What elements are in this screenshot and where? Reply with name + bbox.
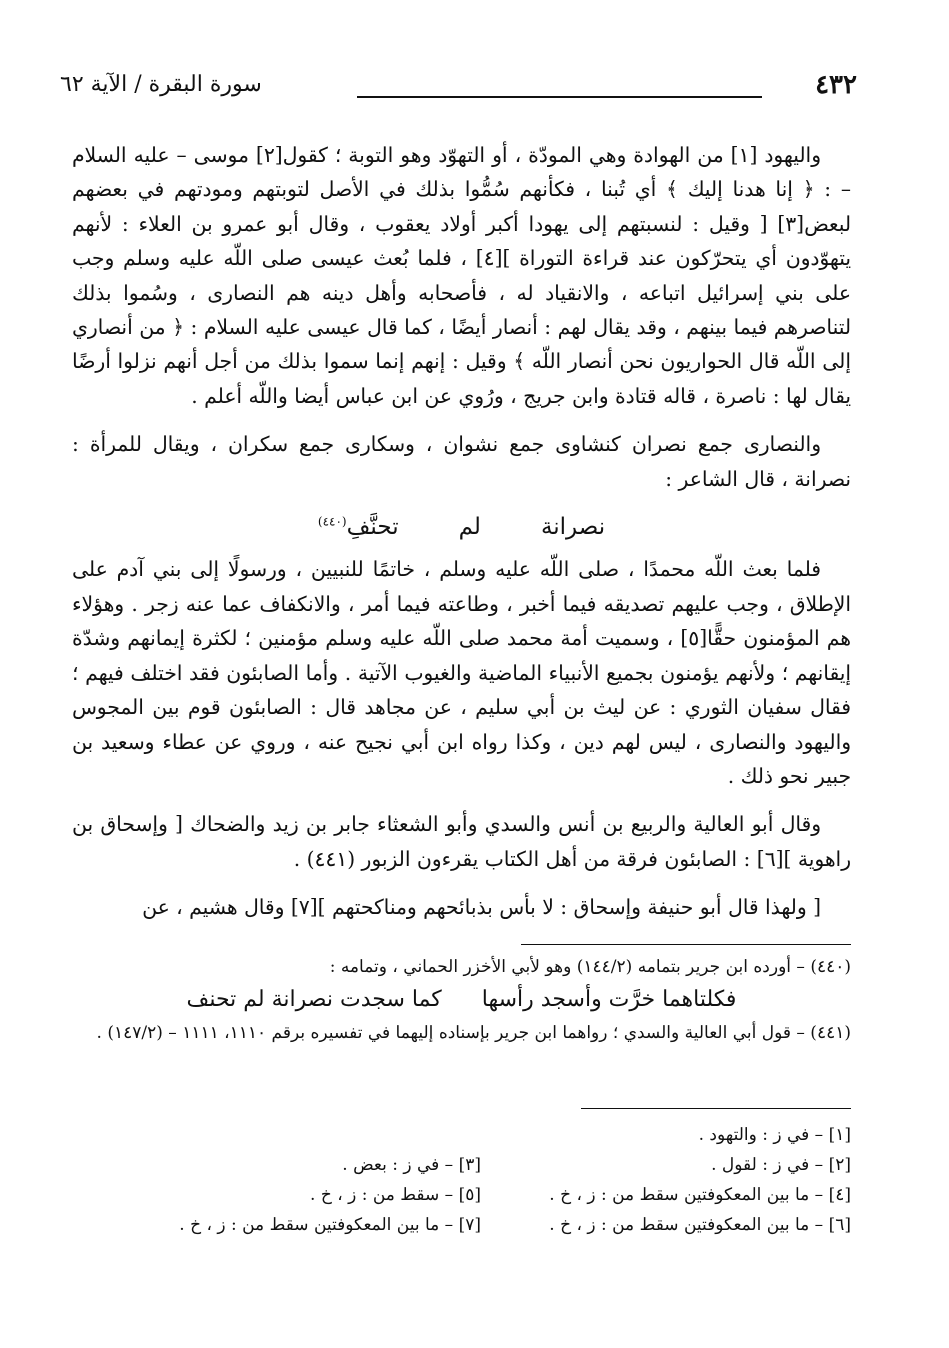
verse-word-3: تحنَّفِ — [346, 514, 399, 541]
footnote-441: (٤٤١) – قول أبي العالية والسدي ؛ رواهما ابن جرير بإسناده إليهما في تفسيره برقم ١١١٠، ١١١١ – (١٤٧/٢) . — [96, 1023, 851, 1043]
main-text — [72, 138, 851, 939]
footnote-440-verse — [72, 982, 851, 1018]
variant-6: [٦] – ما بين المعكوفتين سقط من : ز ، خ . — [549, 1215, 851, 1235]
footnotes — [72, 952, 851, 1048]
footnote-divider — [521, 944, 851, 945]
verse-word-2: لم — [458, 514, 481, 541]
footnote-verse-hemistich-2: كما سجدت نصرانة لم تحنف — [186, 987, 442, 1012]
header-rule — [357, 96, 762, 98]
paragraph-nasara: والنصارى جمع نصران كنشاوى جمع نشوان ، وسكارى جمع سكران ، ويقال للمرأة : نصرانة ، قال الشاعر : — [72, 432, 851, 491]
variant-row — [72, 1180, 851, 1210]
page-number: ٤٣٢ — [815, 70, 857, 100]
variant-2: [٢] – في ز : لقول . — [711, 1155, 851, 1175]
verse-word-1: نصرانة — [540, 514, 606, 541]
paragraph-abu-hanifa: [ ولهذا قال أبو حنيفة وإسحاق : لا بأس بذبائحهم ومناكحتهم ][٧] وقال هشيم ، عن — [142, 895, 821, 920]
manuscript-variants — [72, 1120, 851, 1240]
variant-4: [٤] – ما بين المعكوفتين سقط من : ز ، خ . — [549, 1185, 851, 1205]
paragraph-muhammad-sabians: فلما بعث اللّه محمدًا ، صلى اللّه عليه وسلم ، خاتمًا للنبيين ، ورسولًا إلى بني آدم على الإطلاق ، وجب عليهم تصديقه فيما أخبر ، وطاعته فيما أمر ، والانكفاف عما عنه زجر . وهؤلاء هم المؤمنون حقًّا[٥] ، وسميت أمة محمد صلى اللّه عليه وسلم مؤمنين ؛ لكثرة إيمانهم وشدّة إيقانهم ؛ ولأنهم يؤمنون بجميع الأنبياء الماضية والغيوب الآتية . وأما الصابئون فقد اختلف فيهم ؛ فقال سفيان الثوري : عن ليث بن أبي سليم ، عن مجاهد قال : الصابئون قوم بين المجوس واليهود والنصارى ، ليس لهم دين ، وكذا رواه ابن أبي نجيح عنه ، وروي عن عطاء وسعيد بن جبير نحو ذلك . — [72, 557, 851, 788]
variant-row — [72, 1150, 851, 1180]
variant-7: [٧] – ما بين المعكوفتين سقط من : ز ، خ . — [179, 1215, 481, 1235]
footnote-440: (٤٤٠) – أورده ابن جرير بتمامه (١٤٤/٢) وهو لأبي الأخزر الحماني ، وتمامه : — [329, 957, 851, 977]
running-title: سورة البقرة / الآية ٦٢ — [60, 72, 262, 97]
variant-5: [٥] – سقط من : ز ، خ . — [310, 1185, 481, 1205]
poetry-verse — [72, 510, 851, 544]
variant-row — [72, 1120, 851, 1150]
variant-row — [72, 1210, 851, 1240]
variants-divider — [581, 1108, 851, 1109]
footnote-verse-hemistich-1: فكلتاهما خرَّت وأسجد رأسها — [481, 987, 737, 1012]
verse-footnote-ref: (٤٤٠) — [317, 514, 347, 529]
paragraph-abu-aliya: وقال أبو العالية والربيع بن أنس والسدي وأبو الشعثاء جابر بن زيد والضحاك [ وإسحاق بن راهوية ][٦] : الصابئون فرقة من أهل الكتاب يقرءون الزبور (٤٤١) . — [72, 812, 851, 871]
page-header — [60, 70, 857, 110]
paragraph-jews-christians: واليهود [١] من الهوادة وهي المودّة ، أو التهوّد وهو التوبة ؛ كقول[٢] موسى – عليه السلام – : ﴿ إنا هدنا إليك ﴾ أي تُبنا ، فكأنهم سُمُّوا بذلك في الأصل لتوبتهم ومودتهم في بعضهم لبعض[٣] [ وقيل : لنسبتهم إلى يهودا أكبر أولاد يعقوب ، وقال أبو عمرو بن العلاء : لأنهم يتهوّدون أي يتحرّكون عند قراءة التوراة ][٤] ، فلما بُعث عيسى صلى اللّه عليه وسلم وجب على بني إسرائيل اتباعه ، والانقياد له ، فأصحابه وأهل دينه هم النصارى ، وسُموا بذلك لتناصرهم فيما بينهم ، وقد يقال لهم : أنصار أيضًا ، كما قال عيسى عليه السلام : ﴿ من أنصاري إلى اللّه قال الحواريون نحن أنصار اللّه ﴾ وقيل : إنهم إنما سموا بذلك من أجل أنهم نزلوا أرضًا يقال لها : ناصرة ، قاله قتادة وابن جريج ، ورُوي عن ابن عباس أيضا واللّه أعلم . — [72, 143, 851, 408]
variant-1: [١] – في ز : والتهود . — [698, 1125, 851, 1145]
variant-3: [٣] – في ز : بعض . — [342, 1155, 481, 1175]
